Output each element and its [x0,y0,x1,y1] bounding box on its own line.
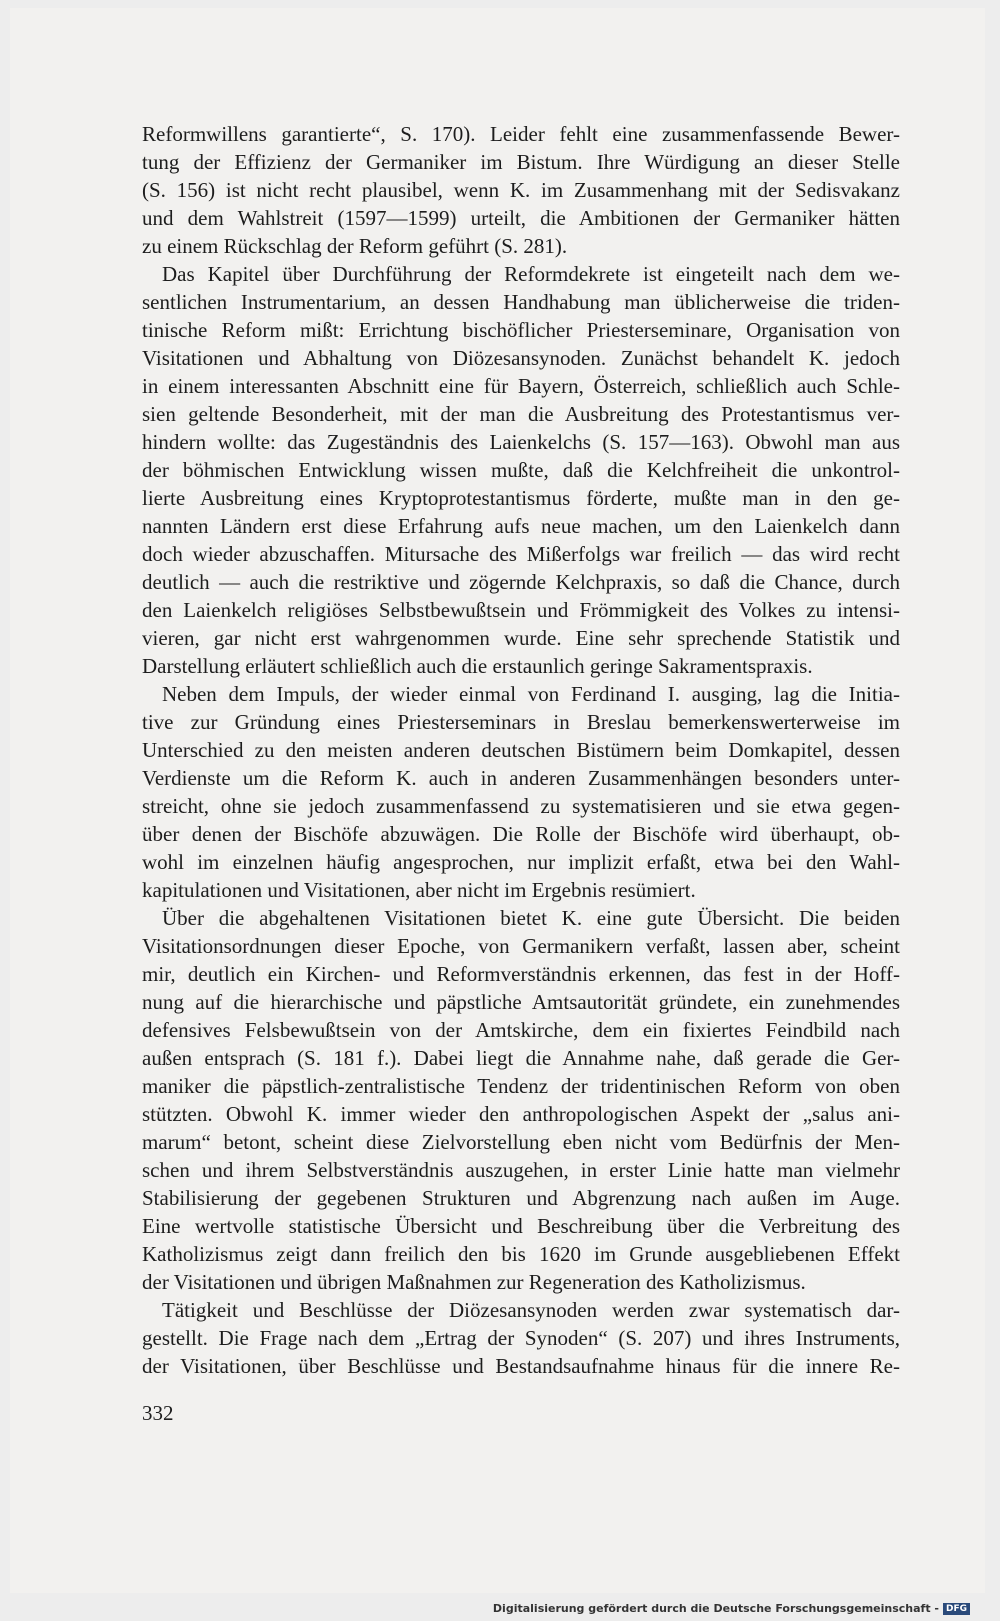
text-line: und dem Wahlstreit (1597—1599) urteilt, die Ambitionen der Germaniker hätten [142,206,900,230]
text-line: hindern wollte: das Zugeständnis des Laienkelchs (S. 157—163). Obwohl man aus [142,430,900,454]
text-line: sien geltende Besonderheit, mit der man die Ausbreitung des Protestantismus ver- [142,402,900,426]
text-line: schen und ihrem Selbstverständnis auszugehen, in erster Linie hatte man vielmehr [142,1158,900,1182]
text-line: gestellt. Die Frage nach dem „Ertrag der Synoden“ (S. 207) und ihres Instruments, [142,1326,900,1350]
text-line: stützten. Obwohl K. immer wieder den anthropologischen Aspekt der „salus ani- [142,1102,900,1126]
text-line: der Visitationen und übrigen Maßnahmen zur Regeneration des Katholizismus. [142,1270,806,1294]
dfg-logo: DFG [943,1603,970,1615]
text-line: deutlich — auch die restriktive und zögernde Kelchpraxis, so daß die Chance, durch [142,570,900,594]
text-line: vieren, gar nicht erst wahrgenommen wurde. Eine sehr sprechende Statistik und [142,626,900,650]
page-number: 332 [142,1401,174,1425]
text-line: der böhmischen Entwicklung wissen mußte, daß die Kelchfreiheit die unkontrol- [142,458,900,482]
text-line: der Visitationen, über Beschlüsse und Bestandsaufnahme hinaus für die innere Re- [142,1354,900,1378]
text-line: Reformwillens garantierte“, S. 170). Leider fehlt eine zusammenfassende Bewer- [142,122,900,146]
text-line: lierte Ausbreitung eines Kryptoprotestantismus förderte, mußte man in den ge- [142,486,900,510]
digitization-credit [493,1602,970,1615]
text-line: Tätigkeit und Beschlüsse der Diözesansynoden werden zwar systematisch dar- [162,1298,900,1322]
body-text [142,120,900,1380]
text-line: kapitulationen und Visitationen, aber nicht im Ergebnis resümiert. [142,878,696,902]
text-line: Unterschied zu den meisten anderen deutschen Bistümern beim Domkapitel, dessen [142,738,900,762]
text-line: Katholizismus zeigt dann freilich den bis 1620 im Grunde ausgebliebenen Effekt [142,1242,900,1266]
text-line: den Laienkelch religiöses Selbstbewußtsein und Frömmigkeit des Volkes zu intensi- [142,598,900,622]
text-line: streicht, ohne sie jedoch zusammenfassend zu systematisieren und sie etwa gegen- [142,794,900,818]
text-line: Über die abgehaltenen Visitationen bietet K. eine gute Übersicht. Die beiden [162,906,900,930]
text-line: Verdienste um die Reform K. auch in anderen Zusammenhängen besonders unter- [142,766,900,790]
text-line: marum“ betont, scheint diese Zielvorstellung eben nicht vom Bedürfnis der Men- [142,1130,900,1154]
text-line: tinische Reform mißt: Errichtung bischöflicher Priesterseminare, Organisation von [142,318,900,342]
text-line: doch wieder abzuschaffen. Mitursache des Mißerfolgs war freilich — das wird recht [142,542,900,566]
text-line: Stabilisierung der gegebenen Strukturen und Abgrenzung nach außen im Auge. [142,1186,900,1210]
text-line: Neben dem Impuls, der wieder einmal von Ferdinand I. ausging, lag die Initia- [162,682,900,706]
text-line: wohl im einzelnen häufig angesprochen, nur implizit erfaßt, etwa bei den Wahl- [142,850,900,874]
text-line: über denen der Bischöfe abzuwägen. Die Rolle der Bischöfe wird überhaupt, ob- [142,822,900,846]
text-line: zu einem Rückschlag der Reform geführt (S. 281). [142,234,568,258]
text-line: Visitationen und Abhaltung von Diözesansynoden. Zunächst behandelt K. jedoch [142,346,900,370]
text-line: tive zur Gründung eines Priesterseminars in Breslau bemerkenswerterweise im [142,710,900,734]
text-line: nung auf die hierarchische und päpstliche Amtsautorität gründete, ein zunehmendes [142,990,900,1014]
scanned-page [10,8,985,1593]
text-line: maniker die päpstlich-zentralistische Tendenz der tridentinischen Reform von oben [142,1074,900,1098]
text-line: defensives Felsbewußtsein von der Amtskirche, dem ein fixiertes Feindbild nach [142,1018,900,1042]
text-line: tung der Effizienz der Germaniker im Bistum. Ihre Würdigung an dieser Stelle [142,150,900,174]
text-line: Eine wertvolle statistische Übersicht und Beschreibung über die Verbreitung des [142,1214,900,1238]
credit-text: Digitalisierung gefördert durch die Deutsche Forschungsgemeinschaft - [492,1602,939,1615]
text-line: Das Kapitel über Durchführung der Reformdekrete ist eingeteilt nach dem we- [162,262,900,286]
text-line: nannten Ländern erst diese Erfahrung aufs neue machen, um den Laienkelch dann [142,514,900,538]
text-line: mir, deutlich ein Kirchen- und Reformverständnis erkennen, das fest in der Hoff- [142,962,900,986]
text-line: Darstellung erläutert schließlich auch die erstaunlich geringe Sakramentspraxis. [142,654,813,678]
text-line: in einem interessanten Abschnitt eine für Bayern, Österreich, schließlich auch Schle- [142,374,900,398]
text-line: außen entsprach (S. 181 f.). Dabei liegt die Annahme nahe, daß gerade die Ger- [142,1046,900,1070]
text-line: (S. 156) ist nicht recht plausibel, wenn K. im Zusammenhang mit der Sedisvakanz [142,178,900,202]
text-line: Visitationsordnungen dieser Epoche, von Germanikern verfaßt, lassen aber, scheint [142,934,900,958]
text-line: sentlichen Instrumentarium, an dessen Handhabung man üblicherweise die triden- [142,290,900,314]
